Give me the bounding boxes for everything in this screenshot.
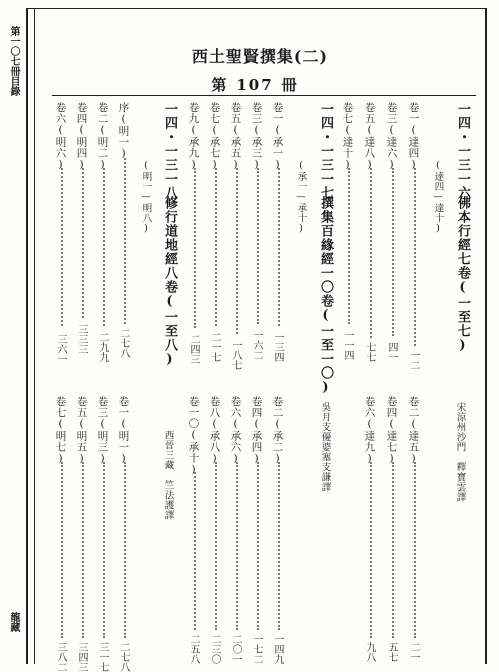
- toc-item-top-3[interactable]: [342, 102, 356, 372]
- toc-item-top-9[interactable]: [118, 102, 132, 372]
- toc-item-label: 卷二(達五): [407, 396, 420, 465]
- toc-item-top-11[interactable]: [76, 102, 90, 372]
- toc-item-bottom-4[interactable]: [251, 396, 265, 666]
- toc-item-page: 一二: [408, 350, 419, 370]
- entry-1316-title: 佛本行經七卷(一至七): [455, 196, 470, 354]
- entry-1316-note: (達四—達十): [432, 160, 444, 235]
- entry-1316-author: 宋涼州沙門 釋寶雲譯: [454, 402, 466, 502]
- toc-item-page: 五七: [386, 642, 397, 662]
- toc-item-label: 卷三(達六): [385, 102, 398, 171]
- toc-item-page: 二七八: [118, 328, 129, 358]
- toc-item-page: 三八二: [55, 642, 66, 672]
- leader-dots: [414, 168, 416, 346]
- leader-dots: [124, 158, 126, 324]
- toc-item-label: 卷二(承二): [271, 396, 284, 465]
- leader-dots: [82, 168, 84, 318]
- toc-item-label: 卷三(明三): [96, 396, 109, 465]
- toc-item-bottom-5[interactable]: [230, 396, 244, 666]
- toc-item-top-4[interactable]: [272, 102, 286, 372]
- toc-item-label: 卷三(承三): [250, 102, 263, 171]
- leader-dots: [215, 168, 217, 326]
- toc-item-page: 二〇一: [230, 634, 241, 664]
- entry-1318-note: (明一—明八): [140, 160, 152, 235]
- toc-item-bottom-7[interactable]: [188, 396, 202, 666]
- toc-item-page: 九八: [364, 642, 375, 662]
- toc-item-bottom-6[interactable]: [209, 396, 223, 666]
- leader-dots: [236, 168, 238, 334]
- toc-item-bottom-2[interactable]: [364, 396, 378, 666]
- outer-border-left: [26, 8, 28, 664]
- toc-item-label: 卷四(承四): [250, 396, 263, 465]
- toc-item-label: 卷七(承七): [208, 102, 221, 171]
- volume-title: 西土聖賢撰集(二): [191, 47, 329, 66]
- toc-item-label: 卷四(明四): [75, 102, 88, 171]
- toc-item-page: 三一七: [97, 642, 108, 672]
- entry-1316-number: 一四・一三一六: [455, 102, 470, 200]
- toc-item-page: 二九九: [97, 332, 108, 362]
- entry-1317-number: 一四・一三一七: [318, 102, 333, 200]
- toc-item-bottom-11[interactable]: [54, 396, 69, 672]
- entry-1317-title: 撰集百緣經一〇卷(一至一〇): [318, 196, 333, 396]
- volume-label-post: 冊: [281, 76, 299, 94]
- toc-item-label: 卷六(明六): [54, 102, 67, 171]
- toc-item-top-7[interactable]: [209, 102, 223, 372]
- toc-item-label: 卷七(達十): [341, 102, 354, 171]
- leader-dots: [392, 462, 394, 638]
- leader-dots: [348, 168, 350, 324]
- toc-item-label: 卷九(承九): [187, 102, 200, 171]
- toc-item-bottom-8[interactable]: [117, 396, 132, 672]
- toc-item-page: 一七二: [251, 634, 262, 664]
- toc-item-page: 一一四: [342, 330, 353, 360]
- toc-item-label: 卷一(達四): [407, 102, 420, 171]
- toc-item-page: 二五八: [188, 634, 199, 664]
- toc-item-top-5[interactable]: [251, 102, 265, 372]
- toc-item-bottom-10[interactable]: [75, 396, 90, 672]
- leader-dots: [278, 168, 280, 326]
- toc-item-top-8[interactable]: [188, 102, 202, 372]
- toc-item-page: 四一: [386, 342, 397, 362]
- toc-item-page: 二一: [408, 642, 419, 662]
- toc-item-label: 卷一(明一): [117, 396, 130, 465]
- outer-border-top: [26, 8, 486, 9]
- inner-margin-line: [34, 8, 35, 664]
- toc-item-label: 卷七(明七): [54, 396, 67, 465]
- toc-item-label: 卷二(明二): [96, 102, 109, 171]
- leader-dots: [194, 472, 196, 630]
- toc-item-label: 卷五(明五): [75, 396, 88, 465]
- toc-item-page: 三三三: [76, 324, 87, 354]
- toc-item-bottom-9[interactable]: [96, 396, 111, 672]
- leader-dots: [124, 462, 126, 638]
- leader-dots: [370, 462, 372, 638]
- leader-dots: [257, 462, 259, 630]
- leader-dots: [392, 168, 394, 336]
- toc-item-label: 序(明一): [117, 102, 130, 160]
- toc-item-label: 卷八(承八): [208, 396, 221, 465]
- entry-1317-author: 吳月支優婆塞支謙譯: [319, 402, 331, 492]
- toc-item-label: 卷四(達七): [385, 396, 398, 465]
- volume-label-pre: 第: [211, 76, 229, 94]
- toc-item-label: 卷一(承一): [271, 102, 284, 171]
- volume-number: 107: [236, 76, 274, 94]
- toc-item-top-6[interactable]: [230, 102, 244, 372]
- leader-dots: [257, 168, 259, 324]
- leader-dots: [103, 462, 105, 638]
- toc-item-page: 三六一: [55, 334, 66, 364]
- leader-dots: [278, 462, 280, 630]
- toc-item-page: 一三四: [272, 332, 283, 362]
- leader-dots: [370, 168, 372, 338]
- leader-dots: [236, 462, 238, 630]
- toc-item-label: 卷六(達九): [363, 396, 376, 465]
- toc-item-bottom-3[interactable]: [272, 396, 286, 666]
- leader-dots: [103, 168, 105, 326]
- toc-item-page: 一八七: [230, 340, 241, 370]
- toc-item-page: 二四三: [188, 334, 199, 364]
- outer-border-right: [485, 8, 487, 664]
- toc-item-top-1[interactable]: [386, 102, 400, 372]
- toc-item-page: 二一七: [209, 332, 220, 362]
- toc-item-page: 三四三: [76, 642, 87, 672]
- leader-dots: [82, 462, 84, 638]
- toc-item-top-0[interactable]: [408, 102, 422, 372]
- toc-item-label: 卷六(承六): [229, 396, 242, 465]
- toc-item-page: 一四九: [272, 634, 283, 664]
- toc-item-bottom-0[interactable]: [408, 396, 422, 666]
- entry-1318-author: 西晉三藏 竺法護譯: [162, 430, 174, 520]
- running-head: 第一〇七冊目錄: [8, 26, 19, 96]
- running-foot: 龍藏: [8, 612, 19, 632]
- toc-item-page: 七七: [364, 342, 375, 362]
- toc-item-label: 卷五(承五): [229, 102, 242, 171]
- leader-dots: [194, 168, 196, 328]
- toc-item-bottom-1[interactable]: [386, 396, 400, 666]
- header-rule: [52, 95, 476, 96]
- toc-item-label: 卷五(達八): [363, 102, 376, 171]
- entry-1317-note: (承一—承十): [295, 160, 307, 235]
- toc-item-page: 二七八: [118, 642, 129, 672]
- toc-item-top-12[interactable]: [55, 102, 69, 372]
- leader-dots: [215, 462, 217, 630]
- leader-dots: [61, 168, 63, 326]
- toc-item-label: 卷一〇(承十): [187, 396, 200, 476]
- toc-item-page: 一六二: [251, 330, 262, 360]
- leader-dots: [61, 462, 63, 638]
- entry-1318-number: 一四・一三一八: [162, 102, 177, 200]
- toc-item-top-10[interactable]: [97, 102, 111, 372]
- leader-dots: [414, 462, 416, 638]
- volume-label: [205, 74, 305, 95]
- entry-1318-title: 修行道地經八卷(一至八): [162, 196, 177, 368]
- toc-item-page: 二三〇: [209, 634, 220, 664]
- toc-item-top-2[interactable]: [364, 102, 378, 372]
